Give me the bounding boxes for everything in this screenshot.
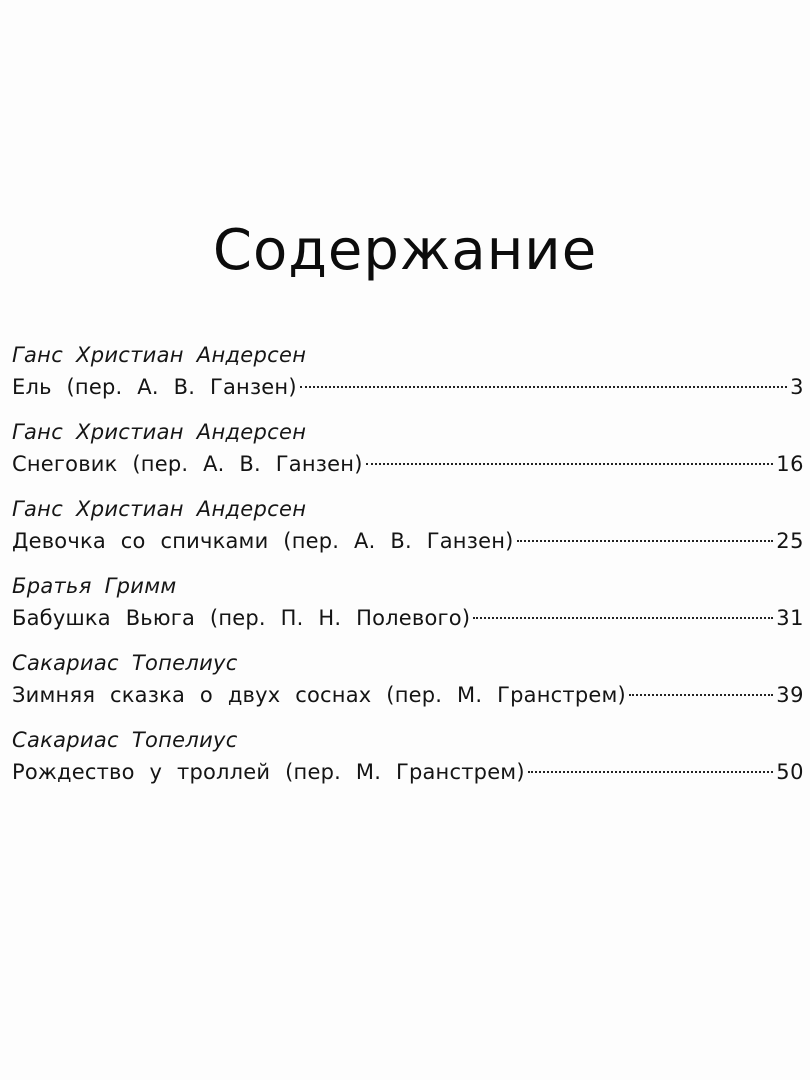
toc-work-title: Зимняя сказка о двух соснах (пер. М. Гранстрем) <box>12 683 626 707</box>
toc-author: Братья Гримм <box>12 574 177 598</box>
toc-page-number: 50 <box>776 760 804 784</box>
toc-page-number: 25 <box>776 529 804 553</box>
toc-line <box>12 755 804 789</box>
toc-work-title: Бабушка Вьюга (пер. П. Н. Полевого) <box>12 606 471 630</box>
toc-entry <box>12 340 804 417</box>
toc-line <box>12 678 804 712</box>
toc-page-number: 3 <box>790 375 804 399</box>
toc-line <box>12 370 804 404</box>
toc-entry <box>12 417 804 494</box>
dot-leader <box>517 540 774 542</box>
toc-page-number: 39 <box>776 683 804 707</box>
table-of-contents <box>12 340 804 802</box>
toc-author: Сакариас Топелиус <box>12 728 238 752</box>
toc-page-number: 16 <box>776 452 804 476</box>
toc-author: Ганс Христиан Андерсен <box>12 497 307 521</box>
toc-work-title: Девочка со спичками (пер. А. В. Ганзен) <box>12 529 514 553</box>
toc-entry <box>12 494 804 571</box>
dot-leader <box>473 617 773 619</box>
dot-leader <box>300 386 787 388</box>
dot-leader <box>528 771 774 773</box>
toc-line <box>12 447 804 481</box>
toc-work-title: Рождество у троллей (пер. М. Гранстрем) <box>12 760 525 784</box>
toc-author: Сакариас Топелиус <box>12 651 238 675</box>
toc-line <box>12 601 804 635</box>
toc-entry <box>12 648 804 725</box>
page-title: Содержание <box>212 218 598 283</box>
toc-work-title: Снеговик (пер. А. В. Ганзен) <box>12 452 363 476</box>
dot-leader <box>629 694 773 696</box>
toc-entry <box>12 571 804 648</box>
toc-author: Ганс Христиан Андерсен <box>12 343 307 367</box>
toc-page-number: 31 <box>776 606 804 630</box>
dot-leader <box>366 463 774 465</box>
toc-entry <box>12 725 804 802</box>
toc-line <box>12 524 804 558</box>
toc-author: Ганс Христиан Андерсен <box>12 420 307 444</box>
toc-work-title: Ель (пер. А. В. Ганзен) <box>12 375 297 399</box>
